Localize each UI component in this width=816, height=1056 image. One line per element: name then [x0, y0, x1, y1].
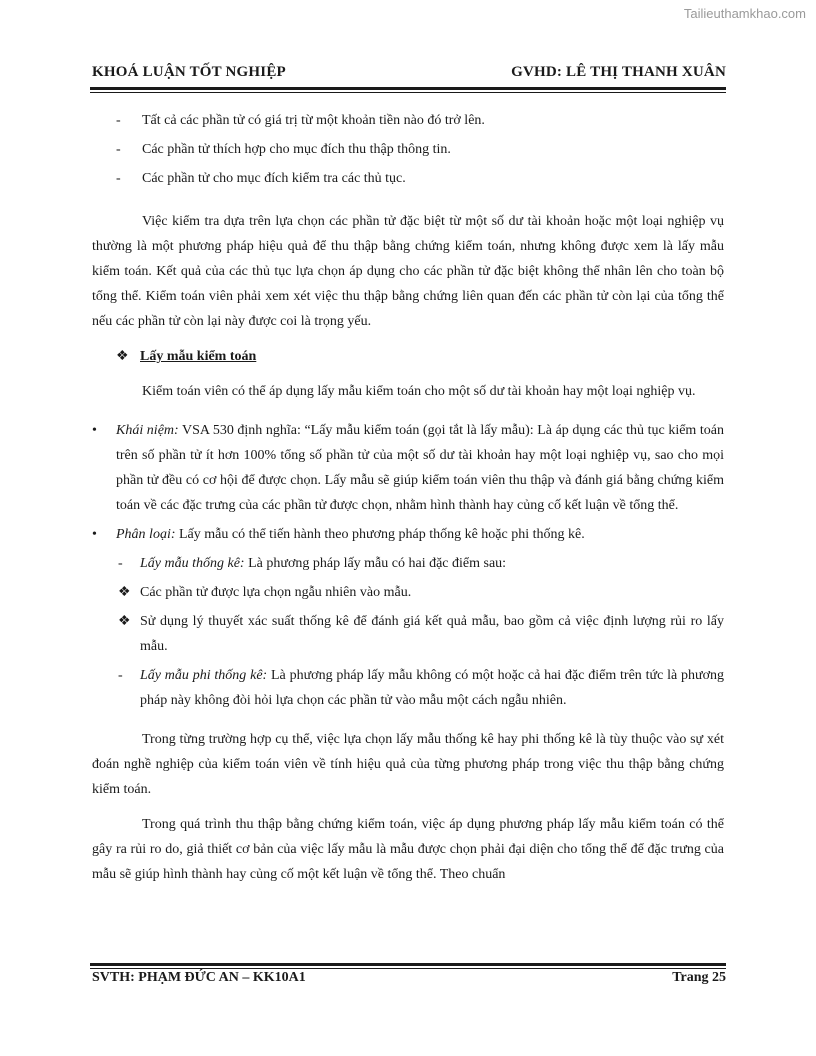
sub-point: ❖ Các phần tử được lựa chọn ngẫu nhiên vào mẫu.: [92, 580, 724, 605]
sub-point: ❖ Sử dụng lý thuyết xác suất thống kê để đánh giá kết quả mẫu, bao gồm cả việc định lượng rủi ro lấy mẫu.: [92, 609, 724, 659]
page-header: [92, 64, 726, 81]
sub-nonstatistical-sampling: - Lấy mẫu phi thống kê: Là phương pháp lấy mẫu không có một hoặc cả hai đặc điểm trên tức là phương pháp này không đòi hỏi lựa chọn các phần tử vào mẫu một cách ngẫu nhiên.: [92, 663, 724, 713]
footer-rule-thin: [90, 968, 726, 969]
paragraph-sampling-risk: Trong quá trình thu thập bằng chứng kiểm toán, việc áp dụng phương pháp lấy mẫu kiểm toán có thể gây ra rủi ro do, giả thiết cơ bản của việc lấy mẫu là mẫu được chọn phải đại diện cho tổng thể để đặc trưng của mẫu sẽ giúp hình thành hay củng cố một kết luận về tổng thể. Theo chuẩn: [92, 817, 724, 882]
paragraph-applicability: Kiểm toán viên có thể áp dụng lấy mẫu kiểm toán cho một số dư tài khoản hay một loại nghiệp vụ.: [142, 384, 696, 399]
list-item: - Các phần tử thích hợp cho mục đích thu thập thông tin.: [92, 137, 724, 162]
section-title: ❖ Lấy mẫu kiểm toán: [92, 344, 724, 369]
dash-marker: -: [118, 556, 123, 571]
bullet-concept: • Khái niệm: VSA 530 định nghĩa: “Lấy mẫu kiểm toán (gọi tắt là lấy mẫu): Là áp dụng các thủ tục kiểm toán trên số phần tử ít hơn 100% tổng số phần tử của một số dư tài khoản hay một loại nghiệp vụ, sao cho mọi phần tử đều có cơ hội để được chọn. Lấy mẫu sẽ giúp kiểm toán viên thu thập và đánh giá bằng chứng kiểm toán về các đặc trưng của các phần tử được chọn, nhằm hình thành hay củng cố kết luận về tổng thể.: [92, 418, 724, 518]
paragraph-special-items: Việc kiểm tra dựa trên lựa chọn các phần tử đặc biệt từ một số dư tài khoản hoặc một loại nghiệp vụ thường là một phương pháp hiệu quả để thu thập bằng chứng kiểm toán, nhưng không được xem là lấy mẫu kiểm toán. Kết quả của các thủ tục lựa chọn áp dụng cho các phần tử đặc biệt không thể nhân lên cho toàn bộ tổng thể. Kiểm toán viên phải xem xét việc thu thập bằng chứng liên quan đến các phần tử còn lại của tổng thể nếu các phần tử còn lại này được coi là trọng yếu.: [92, 214, 724, 329]
header-rule-thin: [90, 92, 726, 93]
page-number: Trang 25: [672, 970, 726, 985]
header-rule-thick: [90, 87, 726, 90]
sub-statistical-sampling: - Lấy mẫu thống kê: Là phương pháp lấy mẫu có hai đặc điểm sau:: [92, 551, 724, 576]
list-item: - Các phần tử cho mục đích kiểm tra các thủ tục.: [92, 166, 724, 191]
dash-marker: -: [116, 113, 121, 128]
dash-marker: -: [118, 668, 123, 683]
header-thesis-title: KHOÁ LUẬN TỐT NGHIỆP: [92, 64, 286, 80]
list-item: - Tất cả các phần tử có giá trị từ một khoản tiền nào đó trở lên.: [92, 108, 724, 133]
footer-student: SVTH: PHẠM ĐỨC AN – KK10A1: [92, 970, 306, 985]
bullet-dot-icon: •: [92, 527, 97, 542]
page-footer: [92, 970, 726, 986]
bullet-classification: • Phân loại: Lấy mẫu có thể tiến hành theo phương pháp thống kê hoặc phi thống kê.: [92, 522, 724, 547]
diamond-bullet-icon: ❖: [118, 614, 131, 629]
watermark: Tailieuthamkhao.com: [683, 6, 806, 21]
header-supervisor: GVHD: LÊ THỊ THANH XUÂN: [511, 64, 726, 80]
diamond-bullet-icon: ❖: [118, 585, 131, 600]
paragraph-method-choice: Trong từng trường hợp cụ thể, việc lựa chọn lấy mẫu thống kê hay phi thống kê là tùy thuộc vào sự xét đoán nghề nghiệp của kiểm toán viên về tính hiệu quả của từng phương pháp trong việc thu thập bằng chứng kiểm toán.: [92, 732, 724, 797]
dash-marker: -: [116, 142, 121, 157]
diamond-bullet-icon: ❖: [116, 349, 129, 364]
page-body: [92, 108, 724, 887]
dash-marker: -: [116, 171, 121, 186]
bullet-dot-icon: •: [92, 423, 97, 438]
footer-rule-thick: [90, 963, 726, 966]
